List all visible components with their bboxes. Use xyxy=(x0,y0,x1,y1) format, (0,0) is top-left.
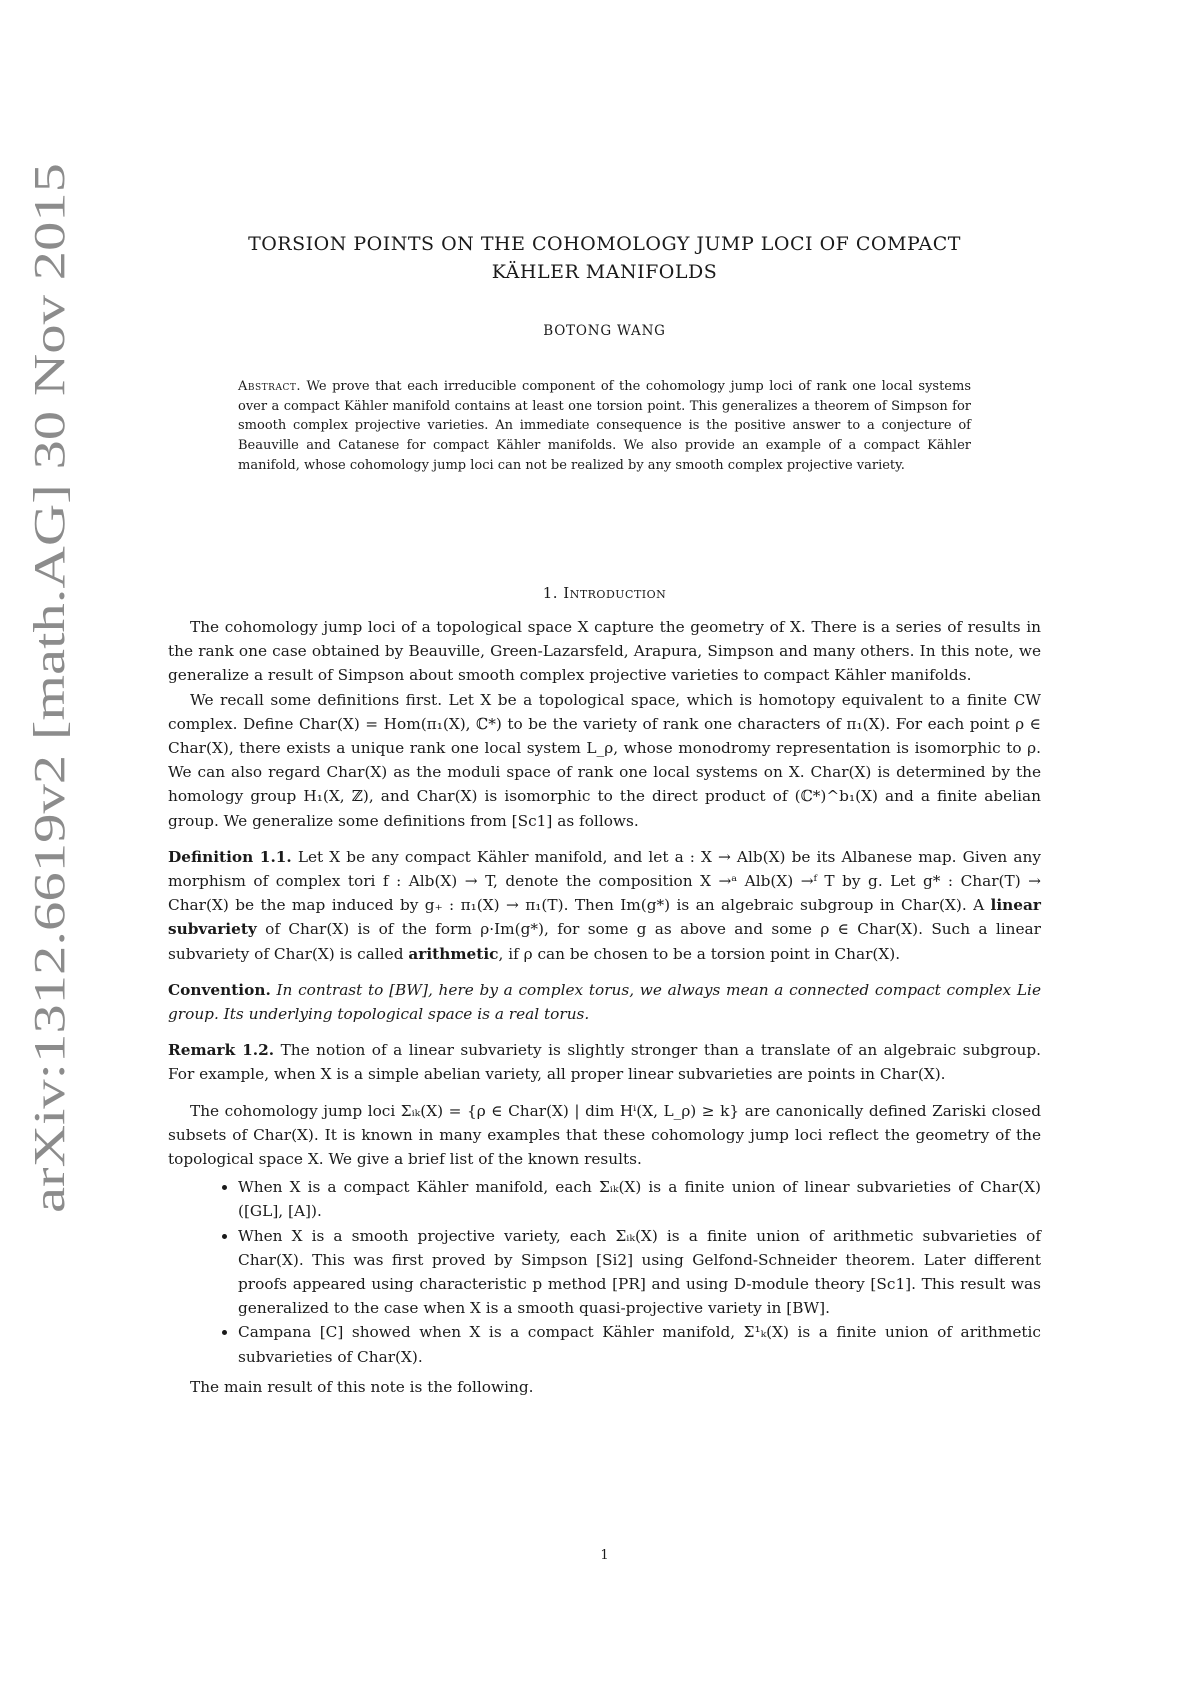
arxiv-stamp xyxy=(20,155,80,1215)
definition-term-linear: linear subvariety xyxy=(168,896,1041,939)
convention-text: In contrast to [BW], here by a complex torus, we always mean a connected compact complex Lie group. Its underlying topological space is a real torus. xyxy=(168,980,1041,1024)
definition-text-3: , if ρ can be chosen to be a torsion point in Char(X). xyxy=(498,944,901,963)
remark-text: The notion of a linear subvariety is slightly stronger than a translate of an algebraic subgroup. For example, when X is a simple abelian variety, all proper linear subvarieties are points in Char(X). xyxy=(168,1041,1041,1084)
list-item: • When X is a compact Kähler manifold, each Σᵢₖ(X) is a finite union of linear subvarieties of Char(X) ([GL], [A]). xyxy=(238,1175,1041,1223)
jump-loci-paragraph: The cohomology jump loci Σᵢₖ(X) = {ρ ∈ Char(X) | dim Hⁱ(X, L_ρ) ≥ k} are canonically defined Zariski closed subsets of Char(X). It is known in many examples that these cohomology jump loci reflect the geometry of the topological space X. We give a brief list of the known results. xyxy=(168,1101,1041,1169)
page-number: 1 xyxy=(600,1548,609,1563)
body-text xyxy=(168,615,1041,1399)
arxiv-stamp-text: arXiv:1312.6619v2 [math.AG] 30 Nov 2015 xyxy=(25,425,74,1213)
intro-paragraph-1: The cohomology jump loci of a topological space X capture the geometry of X. There is a series of results in the rank one case obtained by Beauville, Green-Lazarsfeld, Arapura, Simpson and many others. In this note, we generalize a result of Simpson about smooth complex projective varieties to compact Kähler manifolds. xyxy=(168,618,1041,685)
known-results-list xyxy=(168,1175,1041,1369)
author: BOTONG WANG xyxy=(543,323,666,339)
convention-label: Convention. xyxy=(168,980,271,999)
section-heading: 1. Introduction xyxy=(542,584,667,602)
paper-title xyxy=(168,230,1041,286)
title-line-1: TORSION POINTS ON THE COHOMOLOGY JUMP LOCI OF COMPACT xyxy=(248,233,961,255)
list-item: • When X is a smooth projective variety, each Σᵢₖ(X) is a finite union of arithmetic subvarieties of Char(X). This was first proved by Simpson [Si2] using Gelfond-Schneider theorem. Later different proofs appeared using characteristic p method [PR] and using D-module theory [Sc1]. This result was generalized to the case when X is a smooth quasi-projective variety in [BW]. xyxy=(238,1224,1041,1321)
convention xyxy=(168,978,1041,1026)
title-line-2: KÄHLER MANIFOLDS xyxy=(491,261,718,283)
list-item: • Campana [C] showed when X is a compact Kähler manifold, Σ¹ₖ(X) is a finite union of arithmetic subvarieties of Char(X). xyxy=(238,1320,1041,1368)
remark-label: Remark 1.2. xyxy=(168,1041,275,1060)
main-result-paragraph: The main result of this note is the following. xyxy=(190,1377,534,1396)
definition-label: Definition 1.1. xyxy=(168,847,292,866)
intro-paragraph-2: We recall some definitions first. Let X be a topological space, which is homotopy equivalent to a finite CW complex. Define Char(X) = Hom(π₁(X), ℂ*) to be the variety of rank one characters of π₁(X). For each point ρ ∈ Char(X), there exists a unique rank one local system L_ρ, whose monodromy representation is isomorphic to ρ. We can also regard Char(X) as the moduli space of rank one local systems on X. Char(X) is determined by the homology group H₁(X, ℤ), and Char(X) is isomorphic to the direct product of (ℂ*)^b₁(X) and a finite abelian group. We generalize some definitions from [Sc1] as follows. xyxy=(168,690,1041,830)
abstract-text: We prove that each irreducible component of the cohomology jump loci of rank one local systems over a compact Kähler manifold contains at least one torsion point. This generalizes a theorem of Simpson for smooth complex projective varieties. An immediate consequence is the positive answer to a conjecture of Beauville and Catanese for compact Kähler manifolds. We also provide an example of a compact Kähler manifold, whose cohomology jump loci can not be realized by any smooth complex projective variety. xyxy=(238,379,971,473)
definition-text: Let X be any compact Kähler manifold, and let a : X → Alb(X) be its Albanese map. Given any morphism of complex tori f : Alb(X) → T, denote the composition X →ᵃ Alb(X) →ᶠ T by g. Let g* : Char(T) → Char(X) be the map induced by g₊ : π₁(X) → π₁(T). Then Im(g*) is an algebraic subgroup in Char(X). A xyxy=(168,847,1041,915)
definition-1-1 xyxy=(168,845,1041,966)
abstract xyxy=(238,377,971,476)
abstract-label: Abstract. xyxy=(238,379,301,394)
remark-1-2 xyxy=(168,1038,1041,1086)
definition-term-arithmetic: arithmetic xyxy=(408,944,499,963)
definition-text-2: of Char(X) is of the form ρ·Im(g*), for some g as above and some ρ ∈ Char(X). Such a linear subvariety of Char(X) is called xyxy=(168,920,1041,963)
